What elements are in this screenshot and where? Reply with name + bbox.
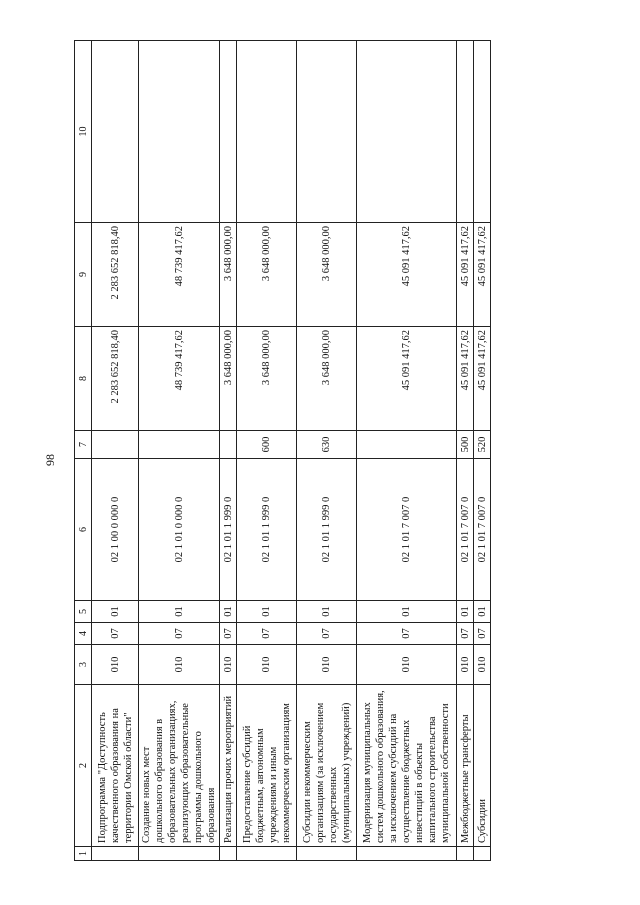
row-code-3: 010 <box>457 645 474 685</box>
row-name: Реализация прочих мероприятий <box>220 685 237 847</box>
row-code-3: 010 <box>297 645 357 685</box>
row-amount-8: 45 091 417,62 <box>474 327 491 431</box>
row-name: Межбюджетные трансферты <box>457 685 474 847</box>
row-code-5: 01 <box>237 601 297 623</box>
row-amount-8: 3 648 000,00 <box>237 327 297 431</box>
row-amount-8: 45 091 417,62 <box>457 327 474 431</box>
row-code-5: 01 <box>297 601 357 623</box>
row-name: Модернизация муниципальных систем дошкольного образования, за исключением субсидий на осуществление бюджетных инвестиций в объекты капитального строительства муниципальной собственности <box>357 685 457 847</box>
row-amount-8: 48 739 417,62 <box>139 327 220 431</box>
table-row <box>357 41 457 861</box>
table-row <box>139 41 220 861</box>
row-amount-9: 45 091 417,62 <box>474 223 491 327</box>
row-col10 <box>237 41 297 223</box>
header-cell: 10 <box>75 41 92 223</box>
row-code-6: 02 1 01 7 007 0 <box>457 459 474 601</box>
row-col10 <box>220 41 237 223</box>
row-code-7 <box>92 431 139 459</box>
row-code-4: 07 <box>220 623 237 645</box>
row-code-4: 07 <box>92 623 139 645</box>
row-code-5: 01 <box>139 601 220 623</box>
row-amount-9: 45 091 417,62 <box>457 223 474 327</box>
row-amount-9: 2 283 652 818,40 <box>92 223 139 327</box>
row-amount-9: 48 739 417,62 <box>139 223 220 327</box>
table-row <box>457 41 474 861</box>
row-name: Создание новых мест дошкольного образования в образовательных организациях, реализующих образовательные программы дошкольного образования <box>139 685 220 847</box>
row-col1 <box>139 847 220 861</box>
row-code-4: 07 <box>457 623 474 645</box>
header-cell: 6 <box>75 459 92 601</box>
row-col10 <box>474 41 491 223</box>
row-amount-8: 45 091 417,62 <box>357 327 457 431</box>
row-code-7 <box>357 431 457 459</box>
row-code-3: 010 <box>237 645 297 685</box>
row-amount-9: 3 648 000,00 <box>297 223 357 327</box>
row-col1 <box>357 847 457 861</box>
header-row <box>75 41 92 861</box>
row-col1 <box>457 847 474 861</box>
row-col10 <box>92 41 139 223</box>
row-amount-8: 3 648 000,00 <box>297 327 357 431</box>
table-row <box>237 41 297 861</box>
header-cell: 9 <box>75 223 92 327</box>
row-code-5: 01 <box>457 601 474 623</box>
row-code-6: 02 1 00 0 000 0 <box>92 459 139 601</box>
row-code-4: 07 <box>357 623 457 645</box>
row-name: Предоставление субсидий бюджетным, автономным учреждениям и иным некоммерческим организациям <box>237 685 297 847</box>
rotated-table-container <box>74 41 488 861</box>
row-col10 <box>457 41 474 223</box>
row-name: Подпрограмма "Доступность качественного образования на территории Омской области" <box>92 685 139 847</box>
header-cell: 1 <box>75 847 92 861</box>
row-code-6: 02 1 01 1 999 0 <box>220 459 237 601</box>
row-amount-8: 3 648 000,00 <box>220 327 237 431</box>
row-code-6: 02 1 01 0 000 0 <box>139 459 220 601</box>
row-code-3: 010 <box>357 645 457 685</box>
row-code-4: 07 <box>139 623 220 645</box>
row-code-7: 500 <box>457 431 474 459</box>
row-code-3: 010 <box>474 645 491 685</box>
budget-table <box>74 40 491 861</box>
header-cell: 8 <box>75 327 92 431</box>
row-col10 <box>357 41 457 223</box>
row-code-7: 630 <box>297 431 357 459</box>
row-name: Субсидии некоммерческим организациям (за исключением государственных (муниципальных) учреждений) <box>297 685 357 847</box>
row-col1 <box>237 847 297 861</box>
row-code-4: 07 <box>474 623 491 645</box>
row-code-5: 01 <box>220 601 237 623</box>
page-number: 98 <box>43 454 57 466</box>
row-col1 <box>474 847 491 861</box>
row-code-4: 07 <box>237 623 297 645</box>
row-code-5: 01 <box>474 601 491 623</box>
row-code-7: 520 <box>474 431 491 459</box>
row-amount-9: 45 091 417,62 <box>357 223 457 327</box>
row-col10 <box>139 41 220 223</box>
table-row <box>92 41 139 861</box>
row-amount-9: 3 648 000,00 <box>237 223 297 327</box>
row-col1 <box>92 847 139 861</box>
header-cell: 3 <box>75 645 92 685</box>
header-cell: 5 <box>75 601 92 623</box>
row-code-7: 600 <box>237 431 297 459</box>
header-cell: 7 <box>75 431 92 459</box>
row-code-6: 02 1 01 1 999 0 <box>297 459 357 601</box>
row-col1 <box>220 847 237 861</box>
row-code-5: 01 <box>92 601 139 623</box>
row-code-4: 07 <box>297 623 357 645</box>
header-cell: 2 <box>75 685 92 847</box>
table-row <box>297 41 357 861</box>
table-row <box>474 41 491 861</box>
row-code-7 <box>220 431 237 459</box>
row-code-3: 010 <box>220 645 237 685</box>
row-code-6: 02 1 01 1 999 0 <box>237 459 297 601</box>
row-code-5: 01 <box>357 601 457 623</box>
row-col10 <box>297 41 357 223</box>
row-code-3: 010 <box>92 645 139 685</box>
header-cell: 4 <box>75 623 92 645</box>
row-code-6: 02 1 01 7 007 0 <box>357 459 457 601</box>
row-code-6: 02 1 01 7 007 0 <box>474 459 491 601</box>
row-amount-8: 2 283 652 818,40 <box>92 327 139 431</box>
row-name: Субсидии <box>474 685 491 847</box>
row-code-7 <box>139 431 220 459</box>
table-row <box>220 41 237 861</box>
row-code-3: 010 <box>139 645 220 685</box>
row-col1 <box>297 847 357 861</box>
row-amount-9: 3 648 000,00 <box>220 223 237 327</box>
